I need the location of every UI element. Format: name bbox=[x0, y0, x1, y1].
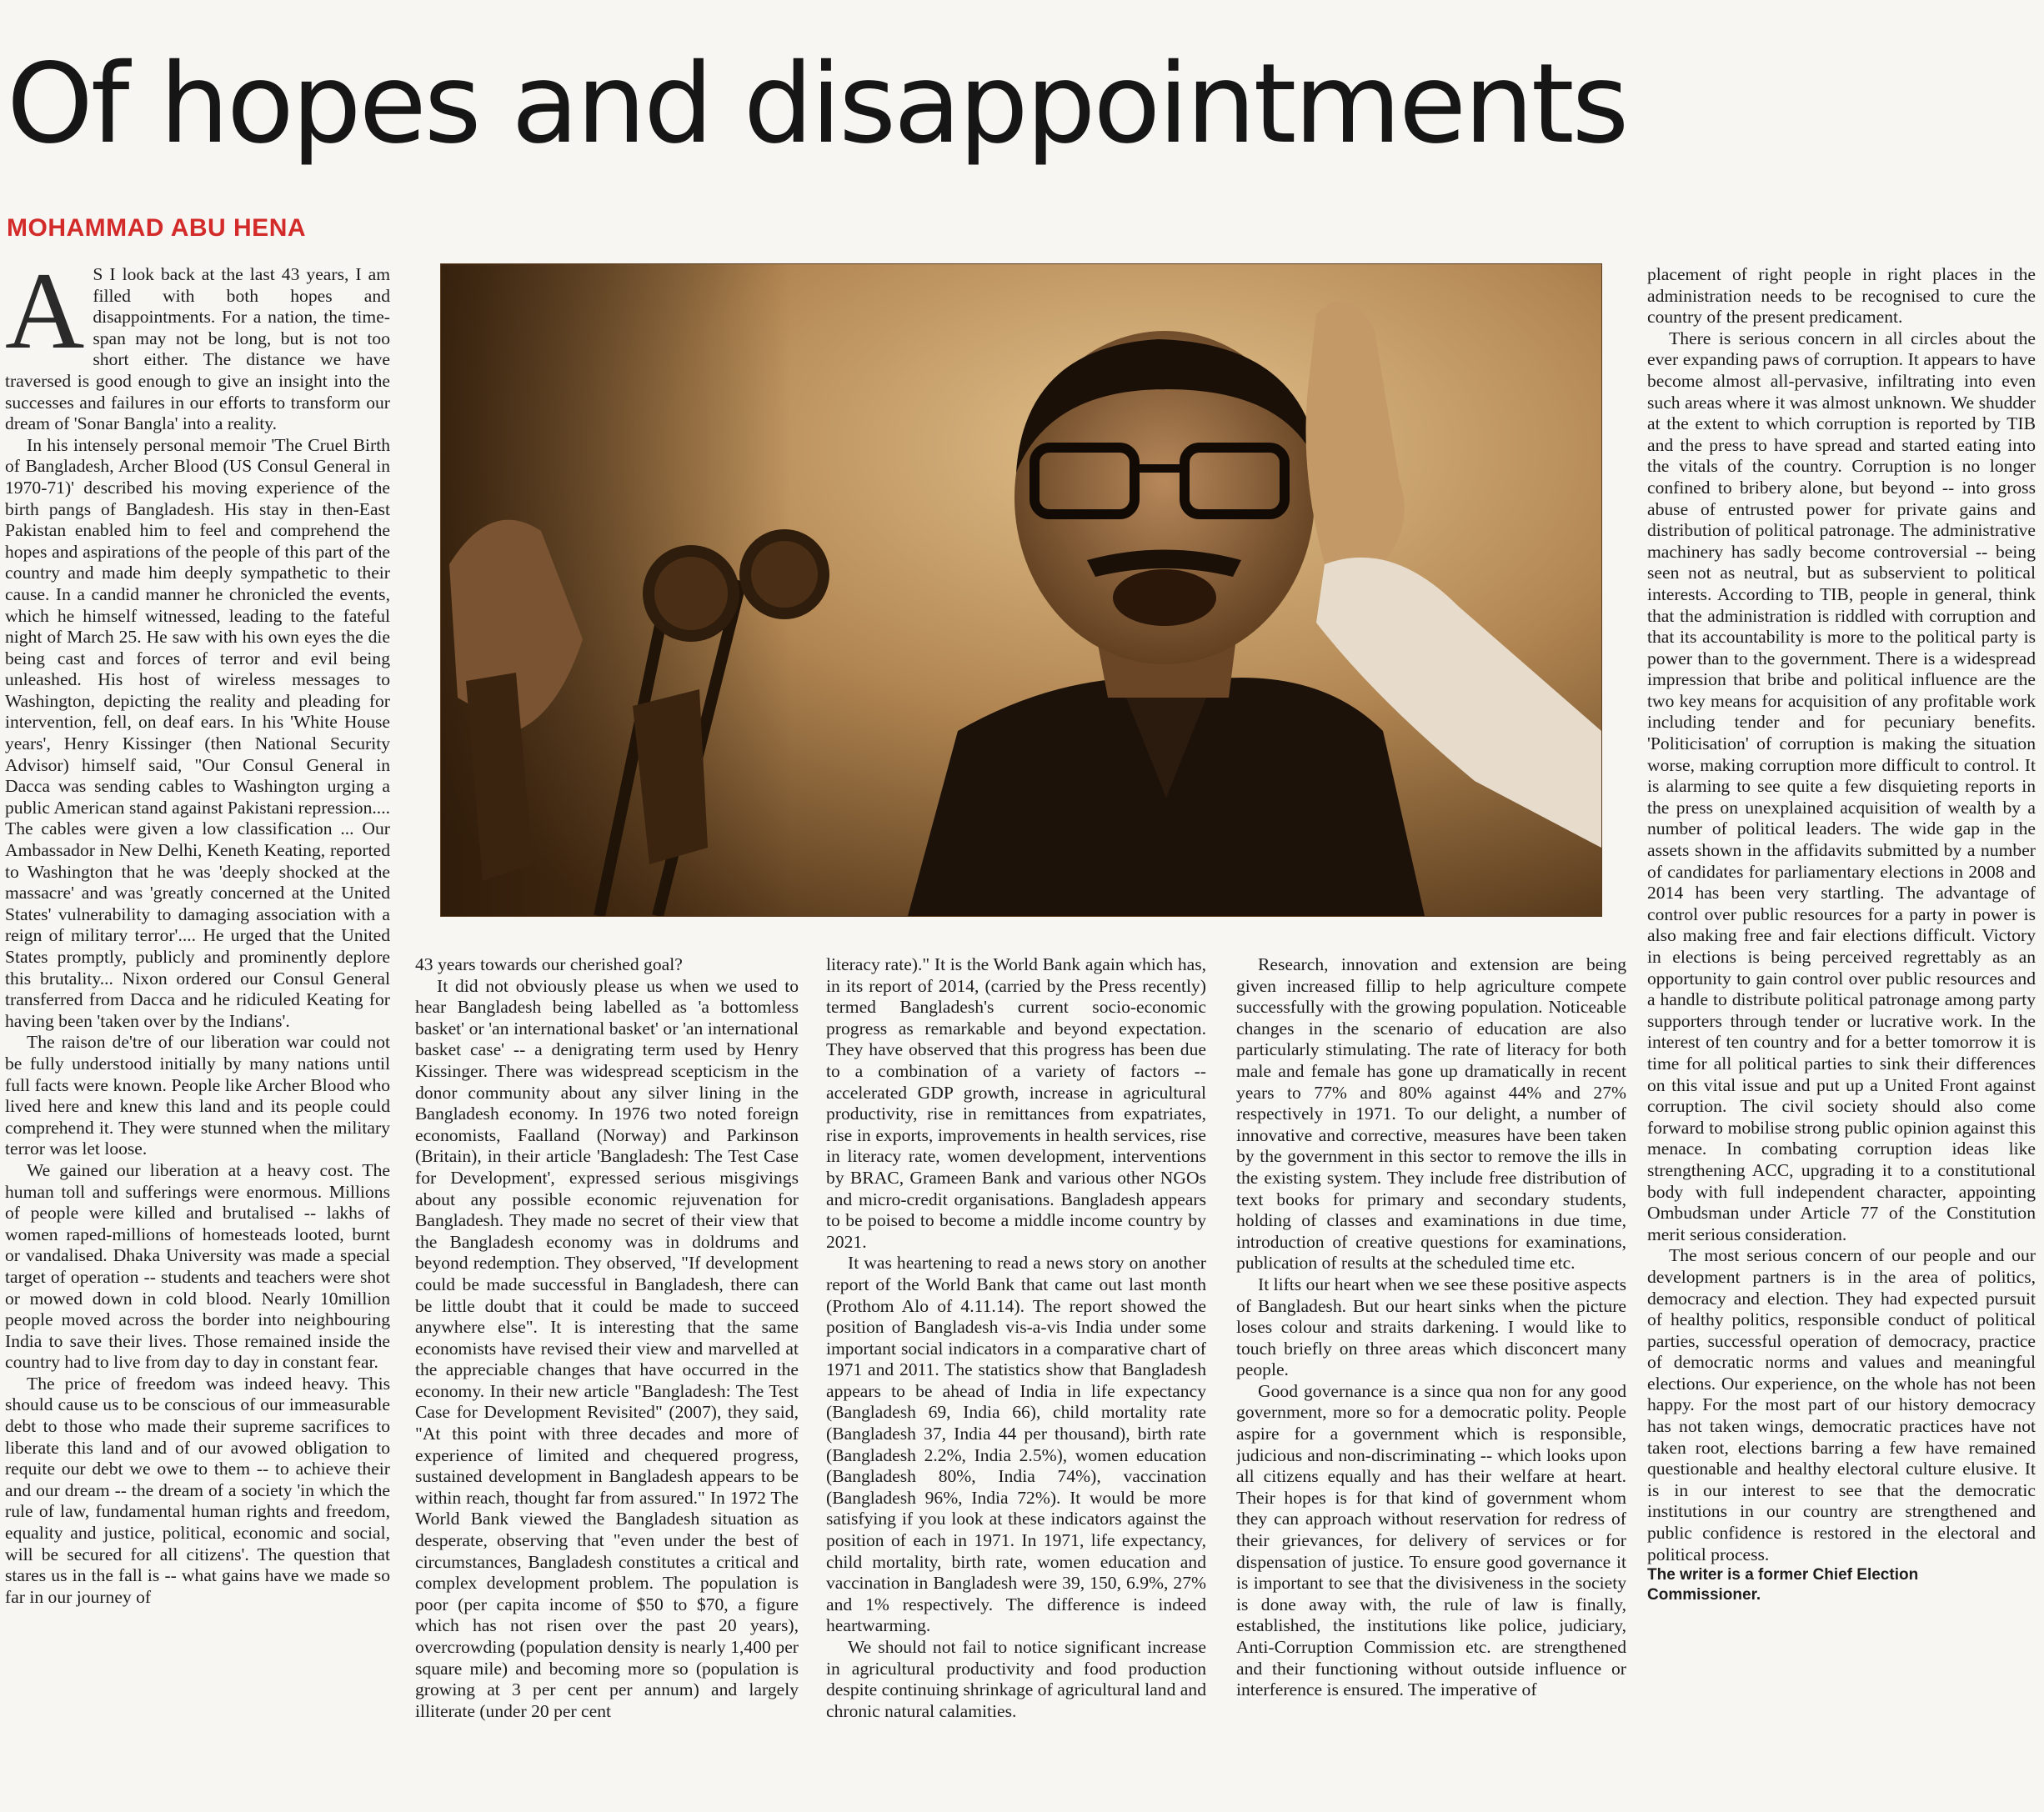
column-5 bbox=[1647, 264, 2036, 1774]
paragraph: We should not fail to notice significant increase in agricultural productivity and food production despite continuing shrinkage of agricultural land and chronic natural calamities. bbox=[826, 1637, 1206, 1721]
paragraph: The most serious concern of our people and our development partners is in the area of politics, democracy and election. They had expected pursuit of healthy politics, responsible conduct of political parties, successful operation of democracy, practice of democratic norms and values and meaningful elections. Our experience, on the whole has not been happy. For the most part of our history democracy has not taken wings, democratic practices have not taken root, elections barring a few have remained questionable and healthy electoral culture elusive. It is in our interest to see that the democratic institutions in our country are strengthened and public confidence is restored in the electoral and political process. bbox=[1647, 1245, 2036, 1564]
paragraph-text: S I look back at the last 43 years, I am filled with both hopes and disappointments. For a nation, the time-span may not be long, but is not too short either. The distance we have traversed is good enough to give an insight into the successes and failures in our efforts to transform our dream of 'Sonar Bangla' into a reality. bbox=[5, 264, 390, 434]
paragraph: placement of right people in right places in the administration needs to be recognised to cure the country of the present predicament. bbox=[1647, 264, 2036, 328]
column-1 bbox=[5, 264, 390, 1774]
paragraph: We gained our liberation at a heavy cost. The human toll and sufferings were enormous. Millions of people were killed and brutalised -- lakhs of women raped-millions of homesteads looted, burnt or vandalised. Dhaka University was made a special target of operation -- students and teachers were shot or mowed down in cold blood. Nearly 10million people moved across the border into neighbouring India to save their lives. Those remained inside the country had to live from day to day in constant fear. bbox=[5, 1159, 390, 1373]
headline: Of hopes and disappointments bbox=[7, 40, 1627, 168]
byline: MOHAMMAD ABU HENA bbox=[7, 214, 307, 242]
drop-cap: A bbox=[5, 264, 85, 372]
paragraph: It was heartening to read a news story on another report of the World Bank that came out last month (Prothom Alo of 4.11.14). The report showed the position of Bangladesh vis-a-vis India under some important social indicators in a comparative chart of 1971 and 2011. The statistics show that Bangladesh appears to be ahead of India in life expectancy (Bangladesh 69, India 66), child mortality rate (Bangladesh 37, India 44 per thousand), birth rate (Bangladesh 2.2%, India 2.5%), women education (Bangladesh 80%, India 74%), vaccination (Bangladesh 96%, India 72%). It would be more satisfying if you look at these indicators against the position of each in 1971. In 1971, life expectancy, child mortality, birth rate, women education and vaccination in Bangladesh were 39, 150, 6.9%, 27% and 1% respectively. The difference is indeed heartwarming. bbox=[826, 1253, 1206, 1636]
column-4 bbox=[1236, 954, 1626, 1779]
lead-photo bbox=[440, 263, 1602, 917]
paragraph: In his intensely personal memoir 'The Cruel Birth of Bangladesh, Archer Blood (US Consul General in 1970-71)' described his moving experience of the birth pangs of Bangladesh. His stay in then-East Pakistan enabled him to feel and comprehend the hopes and aspirations of the people of this part of the country and made him deeply sympathetic to their cause. In a candid manner he chronicled the events, which he himself witnessed, leading to the fateful night of March 25. He saw with his own eyes the die being cast and forces of terror and evil being unleashed. His host of wireless messages to Washington, depicting the reality and pleading for intervention, fell, on deaf ears. In his 'White House years', Henry Kissinger (then National Security Advisor) himself said, "Our Consul General in Dacca was sending cables to Washington urging a public American stand against Pakistani repression.... The cables were given a low classification ... Our Ambassador in New Delhi, Keneth Keating, reported to Washington that he was 'deeply shocked at the massacre' and was 'greatly concerned at the United States' vulnerability to damaging association with a reign of military terror'.... He urged that the United States promptly, publicly and prominently deplore this brutality... Nixon ordered our Consul General transferred from Dacca and he ridiculed Keating for having been 'taken over by the Indians'. bbox=[5, 434, 390, 1031]
column-3 bbox=[826, 954, 1206, 1779]
column-2 bbox=[415, 954, 799, 1779]
paragraph: There is serious concern in all circles about the ever expanding paws of corruption. It appears to have become almost all-pervasive, infiltrating into even such areas where it was almost unknown. We shudder at the extent to which corruption is reported by TIB and the press to have spread and started eating into the vitals of the country. Corruption is no longer confined to bribery alone, but beyond -- into gross abuse of entrusted power for private gains and distribution of political patronage. The administrative machinery has sadly become controversial -- being seen not as neutral, but as subservient to political interests. According to TIB, people in general, think that the administration is riddled with corruption and that its accountability is more to the political party is power than to the government. There is a widespread impression that bribe and political influence are the two key means for acquisition of any profitable work including tender and for pecuniary benefits. 'Politicisation' of corruption is making the situation worse, making corruption more difficult to control. It is alarming to see quite a few disquieting reports in the press on unexplained acquisition of wealth by a number of political leaders. The wide gap in the assets shown in the affidavits submitted by a number of candidates for parliamentary elections in 2008 and 2014 has been very startling. The advantage of control over public resources for a party in power is also making free and fair elections difficult. Victory in elections is being perceived regrettably as an opportunity to gain control over public resources and a handle to distribute political patronage among party supporters through tender or lucrative work. In the interest of ten country and for a better tomorrow it is time for all political parties to sink their differences on this vital issue and put up a United Front against corruption. The civil society should also come forward to mobilise strong public opinion against this menace. In combating corruption ideas like strengthening ACC, upgrading it to a constitutional body with full independent character, appointing Ombudsman under Article 77 of the Constitution merit serious consideration. bbox=[1647, 328, 2036, 1244]
paragraph: It did not obviously please us when we used to hear Bangladesh being labelled as 'a bottomless basket' or 'an international basket' or 'an international basket case' -- a denigrating term used by Henry Kissinger. There was widespread scepticism in the donor community about any silver lining in the Bangladesh economy. In 1976 two noted foreign economists, Faalland (Norway) and Parkinson (Britain), in their article 'Bangladesh: The Test Case for Development', expressed serious misgivings about any possible economic rejuvenation for Bangladesh. They made no secret of their view that the Bangladesh economy was in doldrums and beyond redemption. They observed, "If development could be made successful in Bangladesh, there can be little doubt that it could be made to succeed anywhere else". It is interesting that the same economists have revised their view and marvelled at the appreciable changes that have occurred in the economy. In their new article "Bangladesh: The Test Case for Development Revisited" (2007), they said, "At this point with three decades and more of experience of limited and chequered progress, sustained development in Bangladesh appears to be within reach, thought far from assured." In 1972 The World Bank viewed the Bangladesh situation as desperate, observing that "even under the best of circumstances, Bangladesh constitutes a critical and complex development problem. The population is poor (per capita income of $50 to $70, a figure which has not risen over the past 20 years), overcrowding (population density is nearly 1,400 per square mile) and becoming more so (population is growing at 3 per cent per annum) and largely illiterate (under 20 per cent bbox=[415, 975, 799, 1721]
paragraph: The price of freedom was indeed heavy. This should cause us to be conscious of our immeasurable debt to those who made their supreme sacrifices to liberate this land and of our avowed obligation to requite our debt we owe to them -- to achieve their and our dream -- the dream of a society 'in which the rule of law, fundamental human rights and freedom, equality and justice, political, economic and social, will be secured for all citizens'. The question that stares us in the fall is -- what gains have we made so far in our journey of bbox=[5, 1373, 390, 1607]
paragraph: literacy rate)." It is the World Bank again which has, in its report of 2014, (carried by the Press recently) termed Bangladesh's current socio-economic progress as remarkable and beyond expectation. They have observed that this progress has been due to a combination of a variety of factors -- accelerated GDP growth, increase in agricultural productivity, rise in remittances from expatriates, rise in exports, improvements in health services, rise in literacy rate, women development, interventions by BRAC, Grameen Bank and various other NGOs and micro-credit organisations. Bangladesh appears to be poised to become a middle income country by 2021. bbox=[826, 954, 1206, 1252]
paragraph: The raison de'tre of our liberation war could not be fully understood initially by many nations until full facts were known. People like Archer Blood who lived here and knew this land and its people could comprehend it. They were stunned when the military terror was let loose. bbox=[5, 1032, 390, 1159]
paragraph: 43 years towards our cherished goal? bbox=[415, 954, 683, 974]
author-credit: The writer is a former Chief Election Commissioner. bbox=[1647, 1566, 1919, 1604]
paragraph bbox=[5, 264, 390, 435]
portrait-photo-icon bbox=[441, 264, 1601, 916]
paragraph: It lifts our heart when we see these positive aspects of Bangladesh. But our heart sinks when the picture loses colour and straits darkening. I would like to touch briefly on three areas which disconcert many people. bbox=[1236, 1274, 1626, 1380]
paragraph: Good governance is a since qua non for any good government, more so for a democratic polity. People aspire for a government which is responsible, judicious and non-discriminating -- which looks upon all citizens equally and has their welfare at heart. Their hopes is for that kind of government whom they can approach without reservation for redress of their grievances, for delivery of services or for dispensation of justice. To ensure good governance it is important to see that the divisiveness in the society is done away with, the rule of law is finally, established, the institutions like police, judiciary, Anti-Corruption Commission etc. are strengthened and their functioning without outside influence or interference is ensured. The imperative of bbox=[1236, 1380, 1626, 1700]
paragraph: Research, innovation and extension are being given increased fillip to help agriculture compete successfully with the growing population. Noticeable changes in the scenario of education are also particularly stimulating. The rate of literacy for both male and female has gone up dramatically in recent years to 77% and 80% against 44% and 27% respectively in 1971. To our delight, a number of innovative and corrective, measures have been taken by the government in this sector to remove the ills in the existing system. They include free distribution of text books for primary and secondary students, holding of classes and examinations in due time, introduction of creative questions for examinations, publication of results at the scheduled time etc. bbox=[1236, 954, 1626, 1274]
